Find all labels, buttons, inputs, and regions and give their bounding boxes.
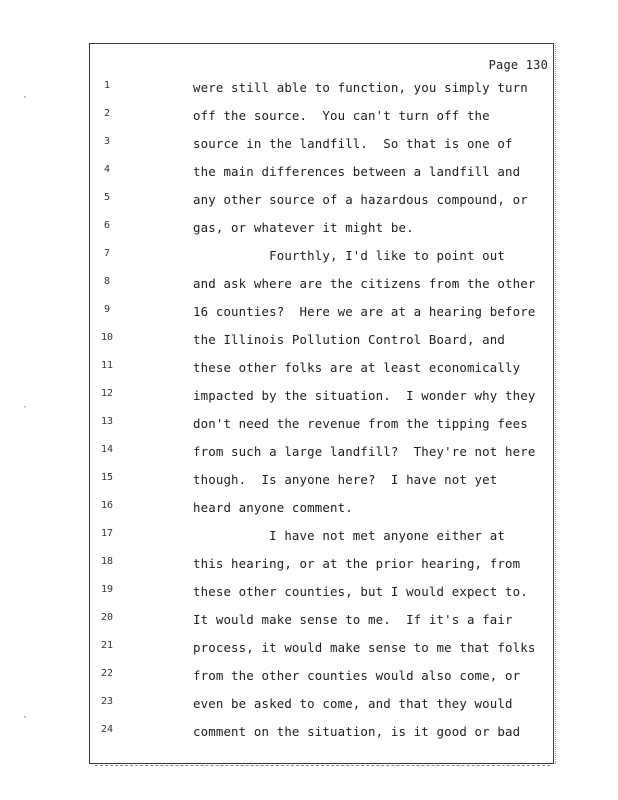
line-number: 3	[103, 136, 111, 147]
line-text: process, it would make sense to me that folks	[193, 640, 536, 655]
line-number: 22	[100, 668, 114, 679]
page-number: Page 130	[488, 58, 548, 72]
line-text: off the source. You can't turn off the	[193, 108, 490, 123]
line-text: impacted by the situation. I wonder why they	[193, 388, 536, 403]
right-margin-rule	[554, 43, 556, 764]
line-number: 8	[103, 276, 111, 287]
line-number: 21	[100, 640, 114, 651]
line-number: 4	[103, 164, 111, 175]
line-number: 7	[103, 248, 111, 259]
line-number: 14	[100, 444, 114, 455]
line-number: 2	[103, 108, 111, 119]
line-number: 11	[100, 360, 114, 371]
line-text: 16 counties? Here we are at a hearing before	[193, 304, 536, 319]
line-text: the Illinois Pollution Control Board, and	[193, 332, 506, 347]
line-text: don't need the revenue from the tipping fees	[193, 416, 528, 431]
line-text: It would make sense to me. If it's a fair	[193, 612, 513, 627]
line-number: 23	[100, 696, 114, 707]
line-number: 15	[100, 472, 114, 483]
transcript-page-frame	[89, 43, 554, 764]
line-number: 24	[100, 724, 114, 735]
line-number: 9	[103, 304, 111, 315]
line-text: were still able to function, you simply turn	[193, 80, 528, 95]
line-text: this hearing, or at the prior hearing, from	[193, 556, 521, 571]
scan-artifact-bottom	[95, 762, 550, 766]
line-text: these other folks are at least economically	[193, 360, 521, 375]
line-text: though. Is anyone here? I have not yet	[193, 472, 498, 487]
line-text: comment on the situation, is it good or bad	[193, 724, 521, 739]
line-number: 18	[100, 556, 114, 567]
line-text: these other counties, but I would expect to.	[193, 584, 528, 599]
line-text: gas, or whatever it might be.	[193, 220, 414, 235]
line-number: 17	[100, 528, 114, 539]
line-number: 6	[103, 220, 111, 231]
line-text: from the other counties would also come, or	[193, 668, 521, 683]
line-number: 20	[100, 612, 114, 623]
line-text: Fourthly, I'd like to point out	[193, 248, 506, 263]
scan-speck: ·	[22, 92, 29, 103]
line-text: and ask where are the citizens from the other	[193, 276, 536, 291]
line-text: heard anyone comment.	[193, 500, 353, 515]
line-number: 5	[103, 192, 111, 203]
line-text: even be asked to come, and that they would	[193, 696, 513, 711]
line-number: 12	[100, 388, 114, 399]
line-number: 10	[100, 332, 114, 343]
line-number: 16	[100, 500, 114, 511]
line-text: any other source of a hazardous compound, or	[193, 192, 528, 207]
scan-speck: ·	[22, 712, 29, 723]
line-number: 19	[100, 584, 114, 595]
line-text: source in the landfill. So that is one of	[193, 136, 513, 151]
line-number: 1	[103, 80, 111, 91]
scan-speck: ·	[22, 402, 29, 413]
line-number: 13	[100, 416, 114, 427]
line-text: from such a large landfill? They're not here	[193, 444, 536, 459]
line-text: the main differences between a landfill and	[193, 164, 521, 179]
line-text: I have not met anyone either at	[193, 528, 506, 543]
